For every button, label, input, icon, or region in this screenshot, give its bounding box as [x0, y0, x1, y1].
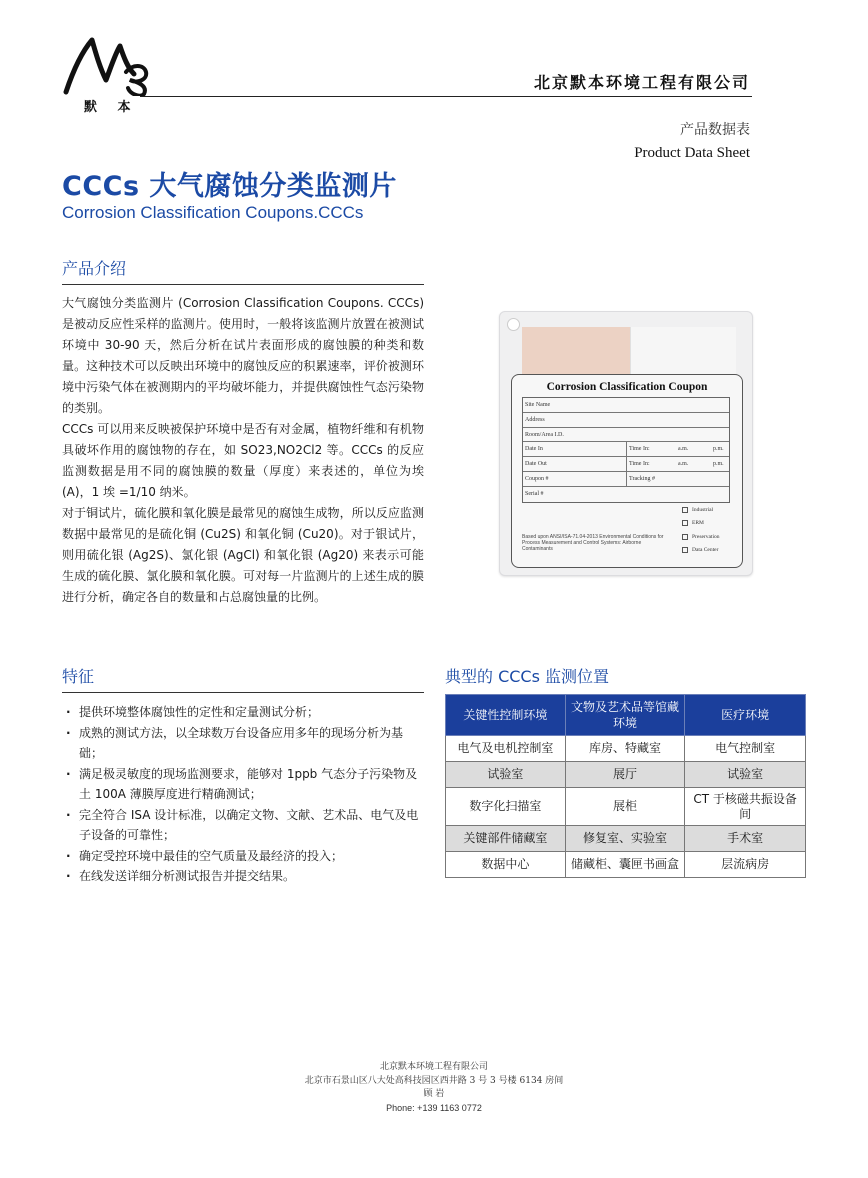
- table-header-row: [446, 695, 806, 736]
- features-divider: [62, 692, 424, 693]
- form-label: Coupon #: [525, 475, 549, 482]
- coupon-card-title: Corrosion Classification Coupon: [546, 381, 708, 393]
- table-header-cell: 医疗环境: [685, 695, 806, 736]
- checkbox-label: ERM: [692, 520, 704, 527]
- table-cell: CT 于核磁共振设备间: [685, 788, 806, 826]
- coupon-image: [499, 311, 753, 576]
- checkbox-item: [682, 517, 720, 531]
- feature-item: · 成熟的测试方法，以全球数万台设备应用多年的现场分析为基础；: [64, 723, 426, 764]
- header-divider: [140, 96, 752, 97]
- intro-text: [62, 293, 424, 608]
- form-label: Time In:: [629, 461, 650, 468]
- checkbox-item: [682, 530, 720, 544]
- checkbox-label: Data Center: [692, 547, 719, 554]
- intro-heading: 产品介绍: [62, 259, 127, 278]
- table-cell: 电气及电机控制室: [446, 736, 566, 762]
- table-row: [446, 736, 806, 762]
- checkbox-icon: [682, 534, 688, 540]
- page-footer: [0, 1061, 868, 1115]
- form-label: Date Out: [525, 461, 547, 468]
- product-title-cn: CCCs 大气腐蚀分类监测片: [62, 171, 397, 202]
- form-label: a.m.: [678, 461, 689, 468]
- table-row: [446, 826, 806, 852]
- feature-item: · 满足极灵敏度的现场监测要求，能够对 1ppb 气态分子污染物及土 100A 薄膜厚度进行精确测试；: [64, 764, 426, 805]
- form-label: Tracking #: [629, 475, 655, 482]
- intro-paragraph: 大气腐蚀分类监测片 (Corrosion Classification Coupons. CCCs) 是被动反应性采样的监测片。使用时，一般将该监测片放置在被测试环境中 30-90 天，然后分析在试片表面形成的腐蚀膜的种类和数量。这种技术可以反映出环境中的腐蚀反应的积累速率，评价被测环境中污染气体在被测期内的平均破坏能力，并提供腐蚀性气态污染物的类别。: [62, 296, 424, 415]
- table-cell: 数字化扫描室: [446, 788, 566, 826]
- table-cell: 电气控制室: [685, 736, 806, 762]
- table-cell: 库房、特藏室: [565, 736, 685, 762]
- coupon-checkboxes: [682, 503, 720, 557]
- features-list: [64, 702, 426, 887]
- form-label: Room/Area I.D.: [525, 431, 564, 438]
- feature-item: · 完全符合 ISA 设计标准，以确定文物、文献、艺术品、电气及电子设备的可靠性；: [64, 805, 426, 846]
- form-label: Serial #: [525, 490, 544, 497]
- table-cell: 试验室: [685, 762, 806, 788]
- intro-divider: [62, 284, 424, 285]
- feature-item: · 在线发送详细分析测试报告并提交结果。: [64, 866, 426, 887]
- table-header-cell: 文物及艺术品等馆藏环境: [565, 695, 685, 736]
- feature-item: · 提供环境整体腐蚀性的定性和定量测试分析；: [64, 702, 426, 723]
- logo-mark-icon: [62, 34, 154, 96]
- form-row: [523, 398, 729, 413]
- logo-text: 默 本: [84, 100, 139, 115]
- locations-heading: 典型的 CCCs 监测位置: [445, 667, 610, 686]
- form-label: Site Name: [525, 402, 551, 408]
- footer-contact: 顾 岩: [423, 1089, 445, 1099]
- intro-paragraph: CCCs 可以用来反映被保护环境中是否有对金属，植物纤维和有机物具破坏作用的腐蚀物的存在，如 SO23,NO2Cl2 等。CCCs 的反应监测数据是用不同的腐蚀膜的数量（厚度）来表述的，单位为埃 (A)，1 埃 =1/10 纳米。: [62, 422, 424, 499]
- form-label: Time In:: [629, 446, 650, 453]
- table-row: [446, 762, 806, 788]
- locations-table: [445, 694, 806, 878]
- table-row: [446, 788, 806, 826]
- sheet-label-cn: 产品数据表: [680, 122, 750, 138]
- table-row: [446, 852, 806, 878]
- form-row: [523, 428, 729, 443]
- footer-company: 北京默本环境工程有限公司: [379, 1062, 488, 1072]
- table-cell: 储藏柜、囊匣书画盒: [565, 852, 685, 878]
- table-cell: 展柜: [565, 788, 685, 826]
- checkbox-icon: [682, 547, 688, 553]
- sheet-label-en: Product Data Sheet: [634, 145, 750, 161]
- form-row: [523, 413, 729, 428]
- coupon-card: [511, 374, 743, 568]
- feature-item: · 确定受控环境中最佳的空气质量及最经济的投入；: [64, 846, 426, 867]
- form-row: [523, 472, 729, 487]
- table-cell: 修复室、实验室: [565, 826, 685, 852]
- form-label: p.m.: [713, 461, 724, 468]
- form-row: [523, 487, 729, 502]
- table-header-cell: 关键性控制环境: [446, 695, 566, 736]
- company-logo: [62, 34, 154, 116]
- checkbox-label: Industrial: [692, 506, 714, 513]
- features-heading: 特征: [62, 667, 95, 686]
- coupon-card-note: Based upon ANSI/ISA-71.04-2013 Environmental Conditions for Process Measurement and Control Systems: Airborne Contaminants: [522, 534, 664, 552]
- form-label: Date In: [525, 446, 543, 453]
- coupon-hole: [507, 318, 520, 331]
- checkbox-icon: [682, 507, 688, 513]
- table-cell: 层流病房: [685, 852, 806, 878]
- coupon-form: [522, 397, 730, 503]
- footer-address: 北京市石景山区八大处高科技园区西井路 3 号 3 号楼 6134 房间: [304, 1075, 564, 1086]
- company-name: 北京默本环境工程有限公司: [533, 73, 750, 92]
- intro-paragraph: 对于铜试片，硫化膜和氧化膜是最常见的腐蚀生成物，所以反应监测数据中最常见的是硫化铜 (Cu2S) 和氧化铜 (Cu20)。对于银试片，则用硫化银 (Ag2S)、氯化银 (AgCl) 和氧化银 (Ag20) 来表示可能生成的硫化膜、氯化膜和氧化膜。可对每一片监测片的上述生成的膜进行分析，确定各自的数量和占总腐蚀量的比例。: [62, 506, 424, 604]
- form-row: [523, 457, 729, 472]
- form-label: a.m.: [678, 446, 689, 453]
- table-cell: 关键部件储藏室: [446, 826, 566, 852]
- table-cell: 手术室: [685, 826, 806, 852]
- checkbox-label: Preservation: [692, 533, 720, 540]
- checkbox-icon: [682, 520, 688, 526]
- checkbox-item: [682, 544, 720, 558]
- table-cell: 展厅: [565, 762, 685, 788]
- table-cell: 数据中心: [446, 852, 566, 878]
- checkbox-item: [682, 503, 720, 517]
- footer-phone: Phone: +139 1163 0772: [386, 1102, 482, 1113]
- table-cell: 试验室: [446, 762, 566, 788]
- form-label: p.m.: [713, 446, 724, 453]
- form-label: Address: [525, 416, 545, 423]
- product-title-en: Corrosion Classification Coupons.CCCs: [62, 203, 364, 222]
- form-row: [523, 442, 729, 457]
